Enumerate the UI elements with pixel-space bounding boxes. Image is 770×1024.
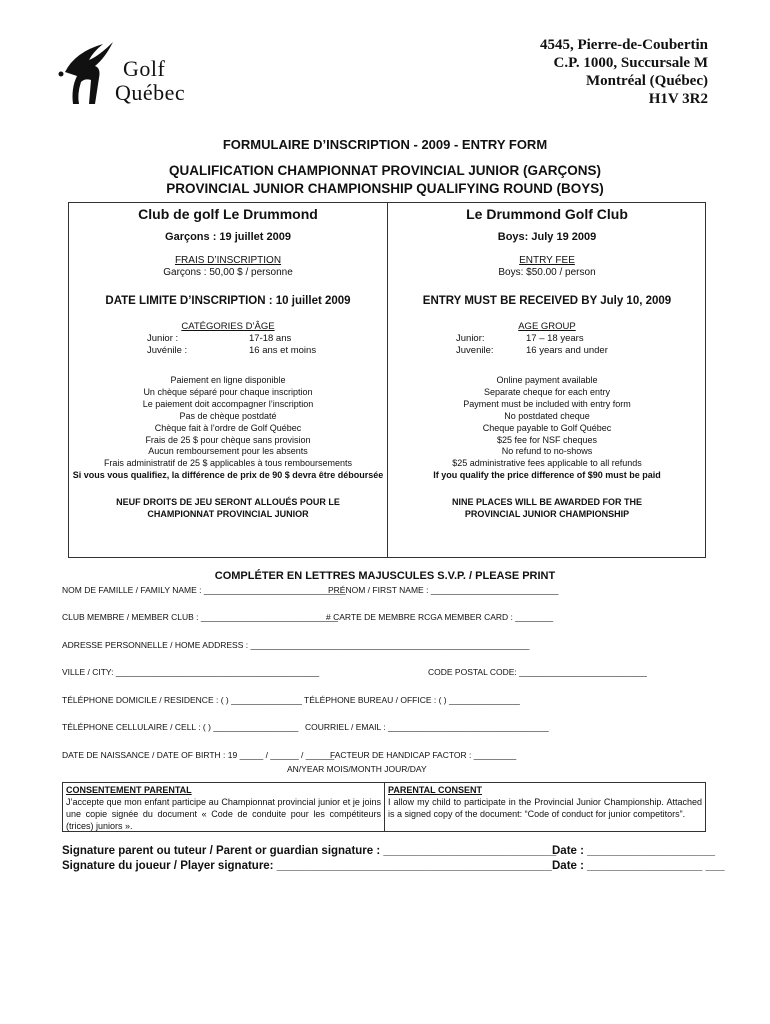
payment-rule: Le paiement doit accompagner l’inscription bbox=[142, 398, 314, 409]
info-box bbox=[68, 202, 706, 558]
consent-text-en: I allow my child to participate in the Provincial Junior Championship. Attached is a signed copy of the document: “Code of conduct for junior competitors”. bbox=[388, 797, 702, 819]
fee-value-fr: Garçons : 50,00 $ / personne bbox=[163, 267, 293, 278]
office-phone-field[interactable]: TÉLÉPHONE BUREAU / OFFICE : ( ) _______________ bbox=[304, 695, 520, 705]
deadline-fr: DATE LIMITE D’INSCRIPTION : 10 juillet 2009 bbox=[105, 295, 351, 307]
player-signature-field[interactable]: Signature du joueur / Player signature: ___________________________________________ bbox=[62, 860, 552, 872]
event-date-en: Boys: July 19 2009 bbox=[497, 231, 597, 243]
parental-consent-box bbox=[62, 782, 706, 832]
category-value: 16 years and under bbox=[526, 345, 608, 356]
payment-rule-qualify: If you qualify the price difference of $90 must be paid bbox=[433, 470, 661, 481]
categories-heading-fr: CATÉGORIES D’ÂGE bbox=[181, 321, 275, 332]
logo-text-golf: Golf bbox=[123, 56, 166, 81]
info-column-fr bbox=[69, 203, 387, 557]
qualification-title-fr: QUALIFICATION CHAMPIONNAT PROVINCIAL JUNIOR (GARÇONS) bbox=[169, 163, 601, 178]
category-row bbox=[388, 345, 706, 357]
prize-note-en bbox=[388, 496, 706, 520]
member-card-field[interactable]: # CARTE DE MEMBRE RCGA MEMBER CARD : ________ bbox=[326, 612, 554, 622]
category-row bbox=[69, 345, 387, 357]
payment-rule: Frais de 25 $ pour chèque sans provision bbox=[145, 434, 311, 445]
cell-phone-field[interactable]: TÉLÉPHONE CELLULAIRE / CELL : ( ) __________________ bbox=[62, 722, 299, 732]
consent-text-fr: J’accepte que mon enfant participe au Championnat provincial junior et je joins une copie signée du document « Code de conduite pour les compétiteurs (trices) juniors ». bbox=[66, 797, 381, 831]
city-field[interactable]: VILLE / CITY: ___________________________________________ bbox=[62, 667, 320, 677]
payment-rule: Frais administratif de 25 $ applicables à tous remboursements bbox=[103, 458, 353, 469]
category-value: 17 – 18 years bbox=[526, 333, 584, 344]
category-label: Junior : bbox=[147, 333, 179, 344]
home-phone-field[interactable]: TÉLÉPHONE DOMICILE / RESIDENCE : ( ) _______________ bbox=[62, 695, 302, 705]
address-line-3: Montréal (Québec) bbox=[585, 73, 708, 89]
payment-rule: Un chèque séparé pour chaque inscription bbox=[143, 386, 313, 397]
player-date-field[interactable]: Date : __________________ ___ bbox=[552, 860, 725, 872]
prize-line-2: PROVINCIAL JUNIOR CHAMPIONSHIP bbox=[464, 509, 630, 520]
payment-rule: Aucun remboursement pour les absents bbox=[148, 446, 308, 457]
category-label: Juvenile: bbox=[456, 345, 494, 356]
club-name-fr: Club de golf Le Drummond bbox=[138, 206, 318, 222]
parent-signature-field[interactable]: Signature parent ou tuteur / Parent or guardian signature : ___________________________ bbox=[62, 845, 557, 857]
payment-rule: $25 fee for NSF cheques bbox=[496, 434, 598, 445]
category-row bbox=[388, 333, 706, 345]
print-instruction: COMPLÉTER EN LETTRES MAJUSCULES S.V.P. / PLEASE PRINT bbox=[214, 570, 556, 582]
entry-fee-en bbox=[388, 255, 706, 279]
payment-rule: Cheque payable to Golf Québec bbox=[482, 422, 612, 433]
fee-heading-en: ENTRY FEE bbox=[519, 255, 575, 266]
categories-heading-en: AGE GROUP bbox=[518, 321, 576, 332]
payment-rule: Chèque fait à l’ordre de Golf Québec bbox=[154, 422, 302, 433]
home-address-field[interactable]: ADRESSE PERSONNELLE / HOME ADDRESS : ___________________________________________________________ bbox=[62, 640, 530, 650]
deadline-en: ENTRY MUST BE RECEIVED BY July 10, 2009 bbox=[422, 295, 672, 307]
consent-heading-fr: CONSENTEMENT PARENTAL bbox=[66, 785, 192, 795]
age-categories-en bbox=[388, 321, 706, 357]
payment-rules-en bbox=[388, 375, 706, 482]
payment-rule: $25 administrative fees applicable to all refunds bbox=[452, 458, 642, 469]
birth-date-field[interactable]: DATE DE NAISSANCE / DATE OF BIRTH : 19 _____ / ______ / ______ bbox=[62, 750, 335, 760]
entry-fee-fr bbox=[69, 255, 387, 279]
event-date-fr: Garçons : 19 juillet 2009 bbox=[165, 231, 291, 243]
logo-text-quebec: Québec bbox=[115, 80, 186, 105]
form-title: FORMULAIRE D’INSCRIPTION - 2009 - ENTRY FORM bbox=[222, 137, 548, 152]
address-line-1: 4545, Pierre-de-Coubertin bbox=[539, 37, 708, 53]
birth-date-hint: AN/YEAR MOIS/MONTH JOUR/DAY bbox=[287, 764, 427, 774]
category-value: 17-18 ans bbox=[249, 333, 292, 344]
handicap-factor-field[interactable]: FACTEUR DE HANDICAP FACTOR : _________ bbox=[330, 750, 517, 760]
last-name-field[interactable]: NOM DE FAMILLE / FAMILY NAME : ______________________________ bbox=[62, 585, 346, 595]
club-name-en: Le Drummond Golf Club bbox=[466, 206, 628, 222]
email-field[interactable]: COURRIEL / EMAIL : __________________________________ bbox=[305, 722, 549, 732]
golf-quebec-logo bbox=[55, 38, 215, 108]
category-label: Juvénile : bbox=[147, 345, 188, 356]
category-value: 16 ans et moins bbox=[249, 345, 317, 356]
payment-rule: Paiement en ligne disponible bbox=[170, 375, 286, 385]
address-line-4: H1V 3R2 bbox=[648, 91, 708, 107]
payment-rules-fr bbox=[69, 375, 387, 482]
prize-line-2: CHAMPIONNAT PROVINCIAL JUNIOR bbox=[147, 509, 309, 520]
postal-code-field[interactable]: CODE POSTAL CODE: ___________________________ bbox=[428, 667, 647, 677]
payment-rule: No refund to no-shows bbox=[501, 446, 593, 457]
category-label: Junior: bbox=[456, 333, 485, 344]
consent-fr bbox=[63, 783, 385, 831]
payment-rule-qualify: Si vous vous qualifiez, la différence de prix de 90 $ devra être déboursée bbox=[72, 470, 384, 481]
member-club-field[interactable]: CLUB MEMBRE / MEMBER CLUB : _____________________________ bbox=[62, 612, 338, 622]
fee-value-en: Boys: $50.00 / person bbox=[498, 267, 596, 278]
payment-rule: Payment must be included with entry form bbox=[463, 398, 631, 409]
info-column-en bbox=[388, 203, 706, 557]
address-line-2: C.P. 1000, Succursale M bbox=[553, 55, 708, 71]
age-categories-fr bbox=[69, 321, 387, 357]
qualification-title-en: PROVINCIAL JUNIOR CHAMPIONSHIP QUALIFYING ROUND (BOYS) bbox=[166, 181, 604, 196]
consent-en bbox=[385, 783, 705, 831]
payment-rule: Separate cheque for each entry bbox=[483, 386, 611, 397]
prize-line-1: NINE PLACES WILL BE AWARDED FOR THE bbox=[451, 497, 642, 508]
payment-rule: Pas de chèque postdaté bbox=[179, 410, 277, 421]
consent-heading-en: PARENTAL CONSENT bbox=[388, 785, 483, 795]
prize-note-fr bbox=[69, 496, 387, 520]
payment-rule: Online payment available bbox=[496, 375, 598, 385]
parent-date-field[interactable]: Date : ____________________ bbox=[552, 845, 716, 857]
fee-heading-fr: FRAIS D’INSCRIPTION bbox=[174, 255, 282, 266]
category-row bbox=[69, 333, 387, 345]
prize-line-1: NEUF DROITS DE JEU SERONT ALLOUÉS POUR LE bbox=[116, 497, 340, 508]
address-block bbox=[540, 36, 708, 108]
first-name-field[interactable]: PRÉNOM / FIRST NAME : ___________________________ bbox=[328, 585, 559, 595]
payment-rule: No postdated cheque bbox=[504, 410, 590, 421]
